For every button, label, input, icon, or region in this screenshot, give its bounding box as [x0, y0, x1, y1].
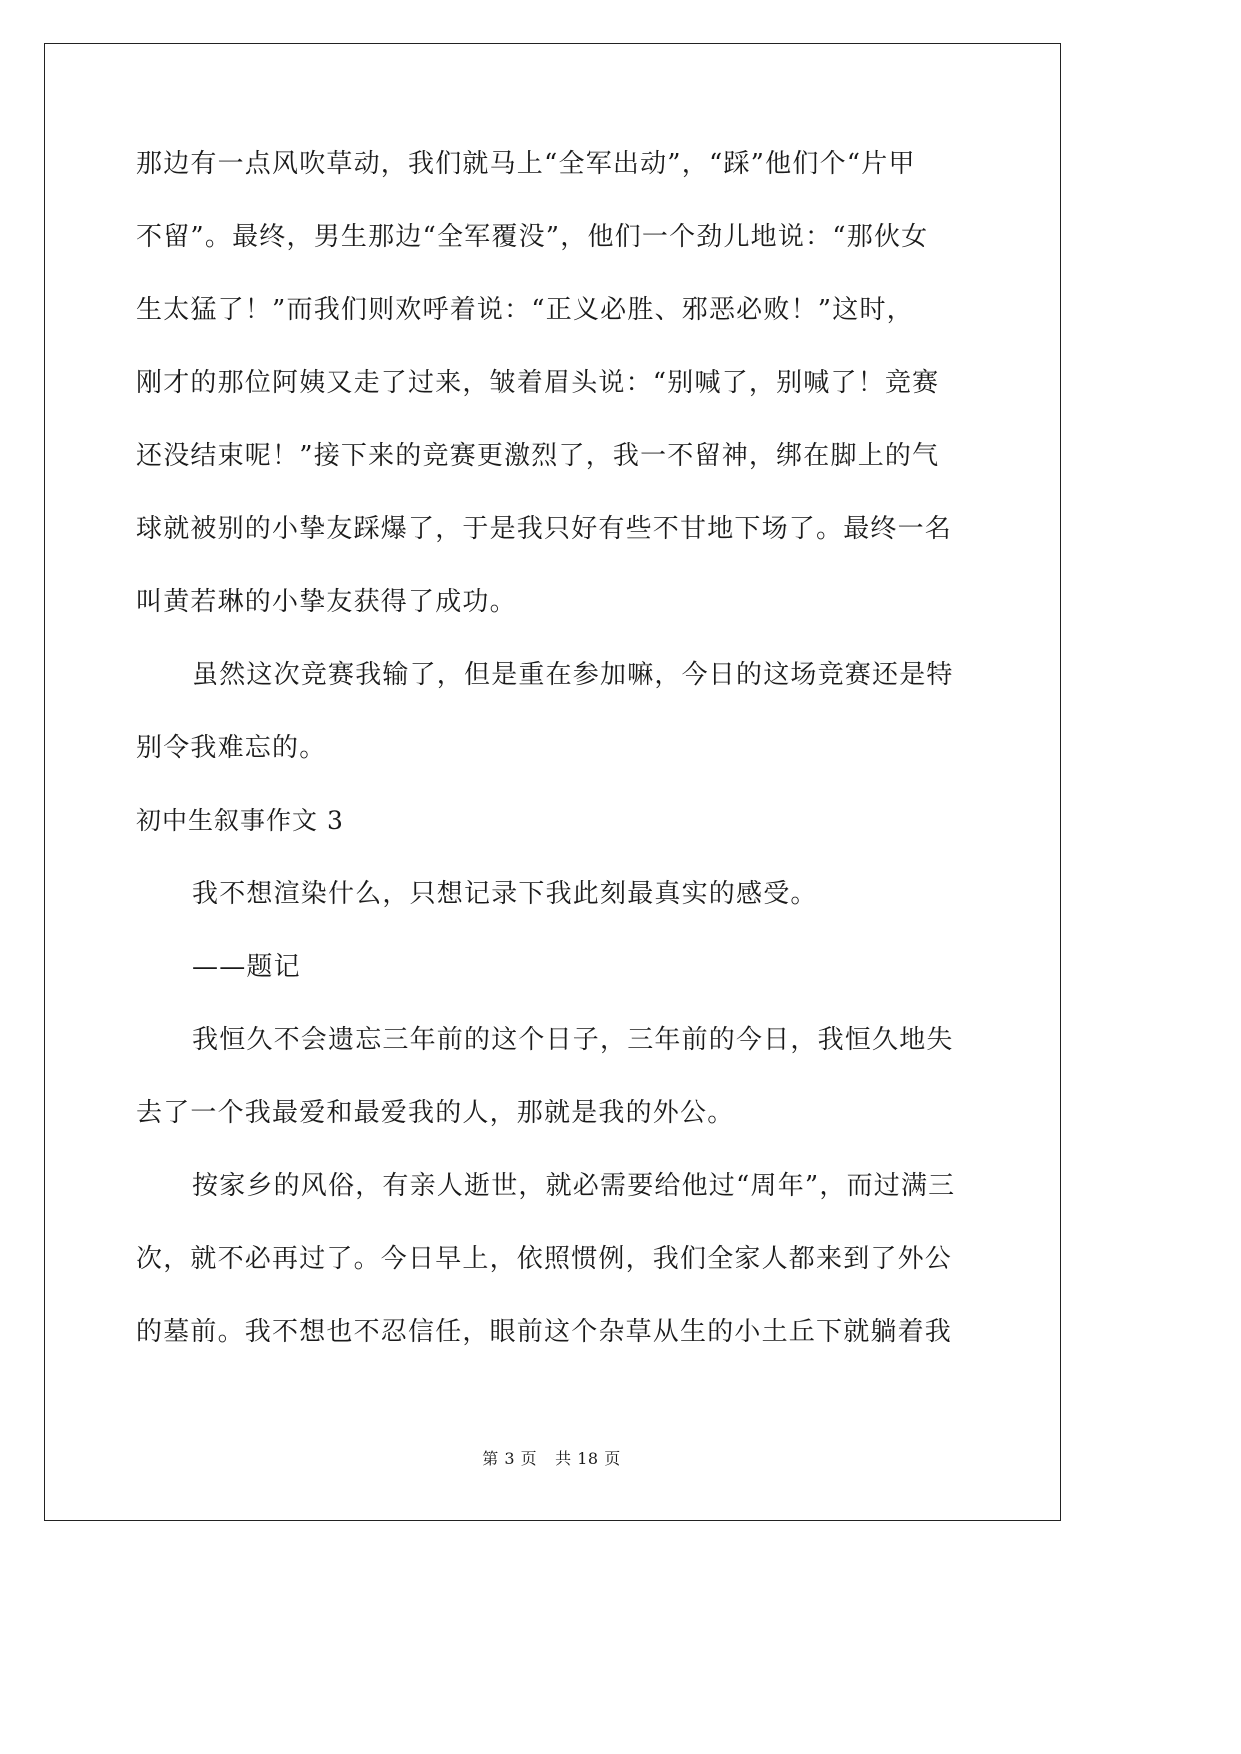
epigraph-line: 我不想渲染什么，只想记录下我此刻最真实的感受。: [192, 879, 818, 909]
text-line-7: 叫黄若琳的小挚友获得了成功。: [136, 587, 517, 617]
epigraph-attribution: ——题记: [192, 952, 301, 982]
text-line-13: 我恒久不会遗忘三年前的这个日子，三年前的今日，我恒久地失: [192, 1025, 954, 1055]
page-total: 共 18 页: [555, 1449, 621, 1468]
text-line-9: 别令我难忘的。: [136, 733, 327, 763]
section-heading: 初中生叙事作文 3: [136, 806, 344, 835]
text-line-4: 刚才的那位阿姨又走了过来，皱着眉头说：“别喊了，别喊了！竞赛: [136, 368, 940, 398]
text-line-6: 球就被别的小挚友踩爆了，于是我只好有些不甘地下场了。最终一名: [136, 514, 953, 544]
page-number: 第 3 页: [482, 1449, 538, 1468]
text-line-16: 次，就不必再过了。今日早上，依照惯例，我们全家人都来到了外公: [136, 1244, 953, 1274]
text-line-15: 按家乡的风俗，有亲人逝世，就必需要给他过“周年”，而过满三: [192, 1171, 956, 1201]
text-line-3: 生太猛了！”而我们则欢呼着说：“正义必胜、邪恶必败！”这时，: [136, 295, 914, 325]
text-line-8: 虽然这次竞赛我输了，但是重在参加嘛，今日的这场竞赛还是特: [192, 660, 954, 690]
text-line-2: 不留”。最终，男生那边“全军覆没”，他们一个劲儿地说：“那伙女: [136, 222, 929, 252]
page-footer: [0, 1448, 1103, 1470]
text-line-14: 去了一个我最爱和最爱我的人，那就是我的外公。: [136, 1098, 735, 1128]
text-line-1: 那边有一点风吹草动，我们就马上“全军出动”，“踩”他们个“片甲: [136, 149, 916, 179]
text-line-5: 还没结束呢！”接下来的竞赛更激烈了，我一不留神，绑在脚上的气: [136, 441, 940, 471]
document-body: [136, 142, 972, 1383]
text-line-17: 的墓前。我不想也不忍信任，眼前这个杂草从生的小土丘下就躺着我: [136, 1317, 953, 1347]
